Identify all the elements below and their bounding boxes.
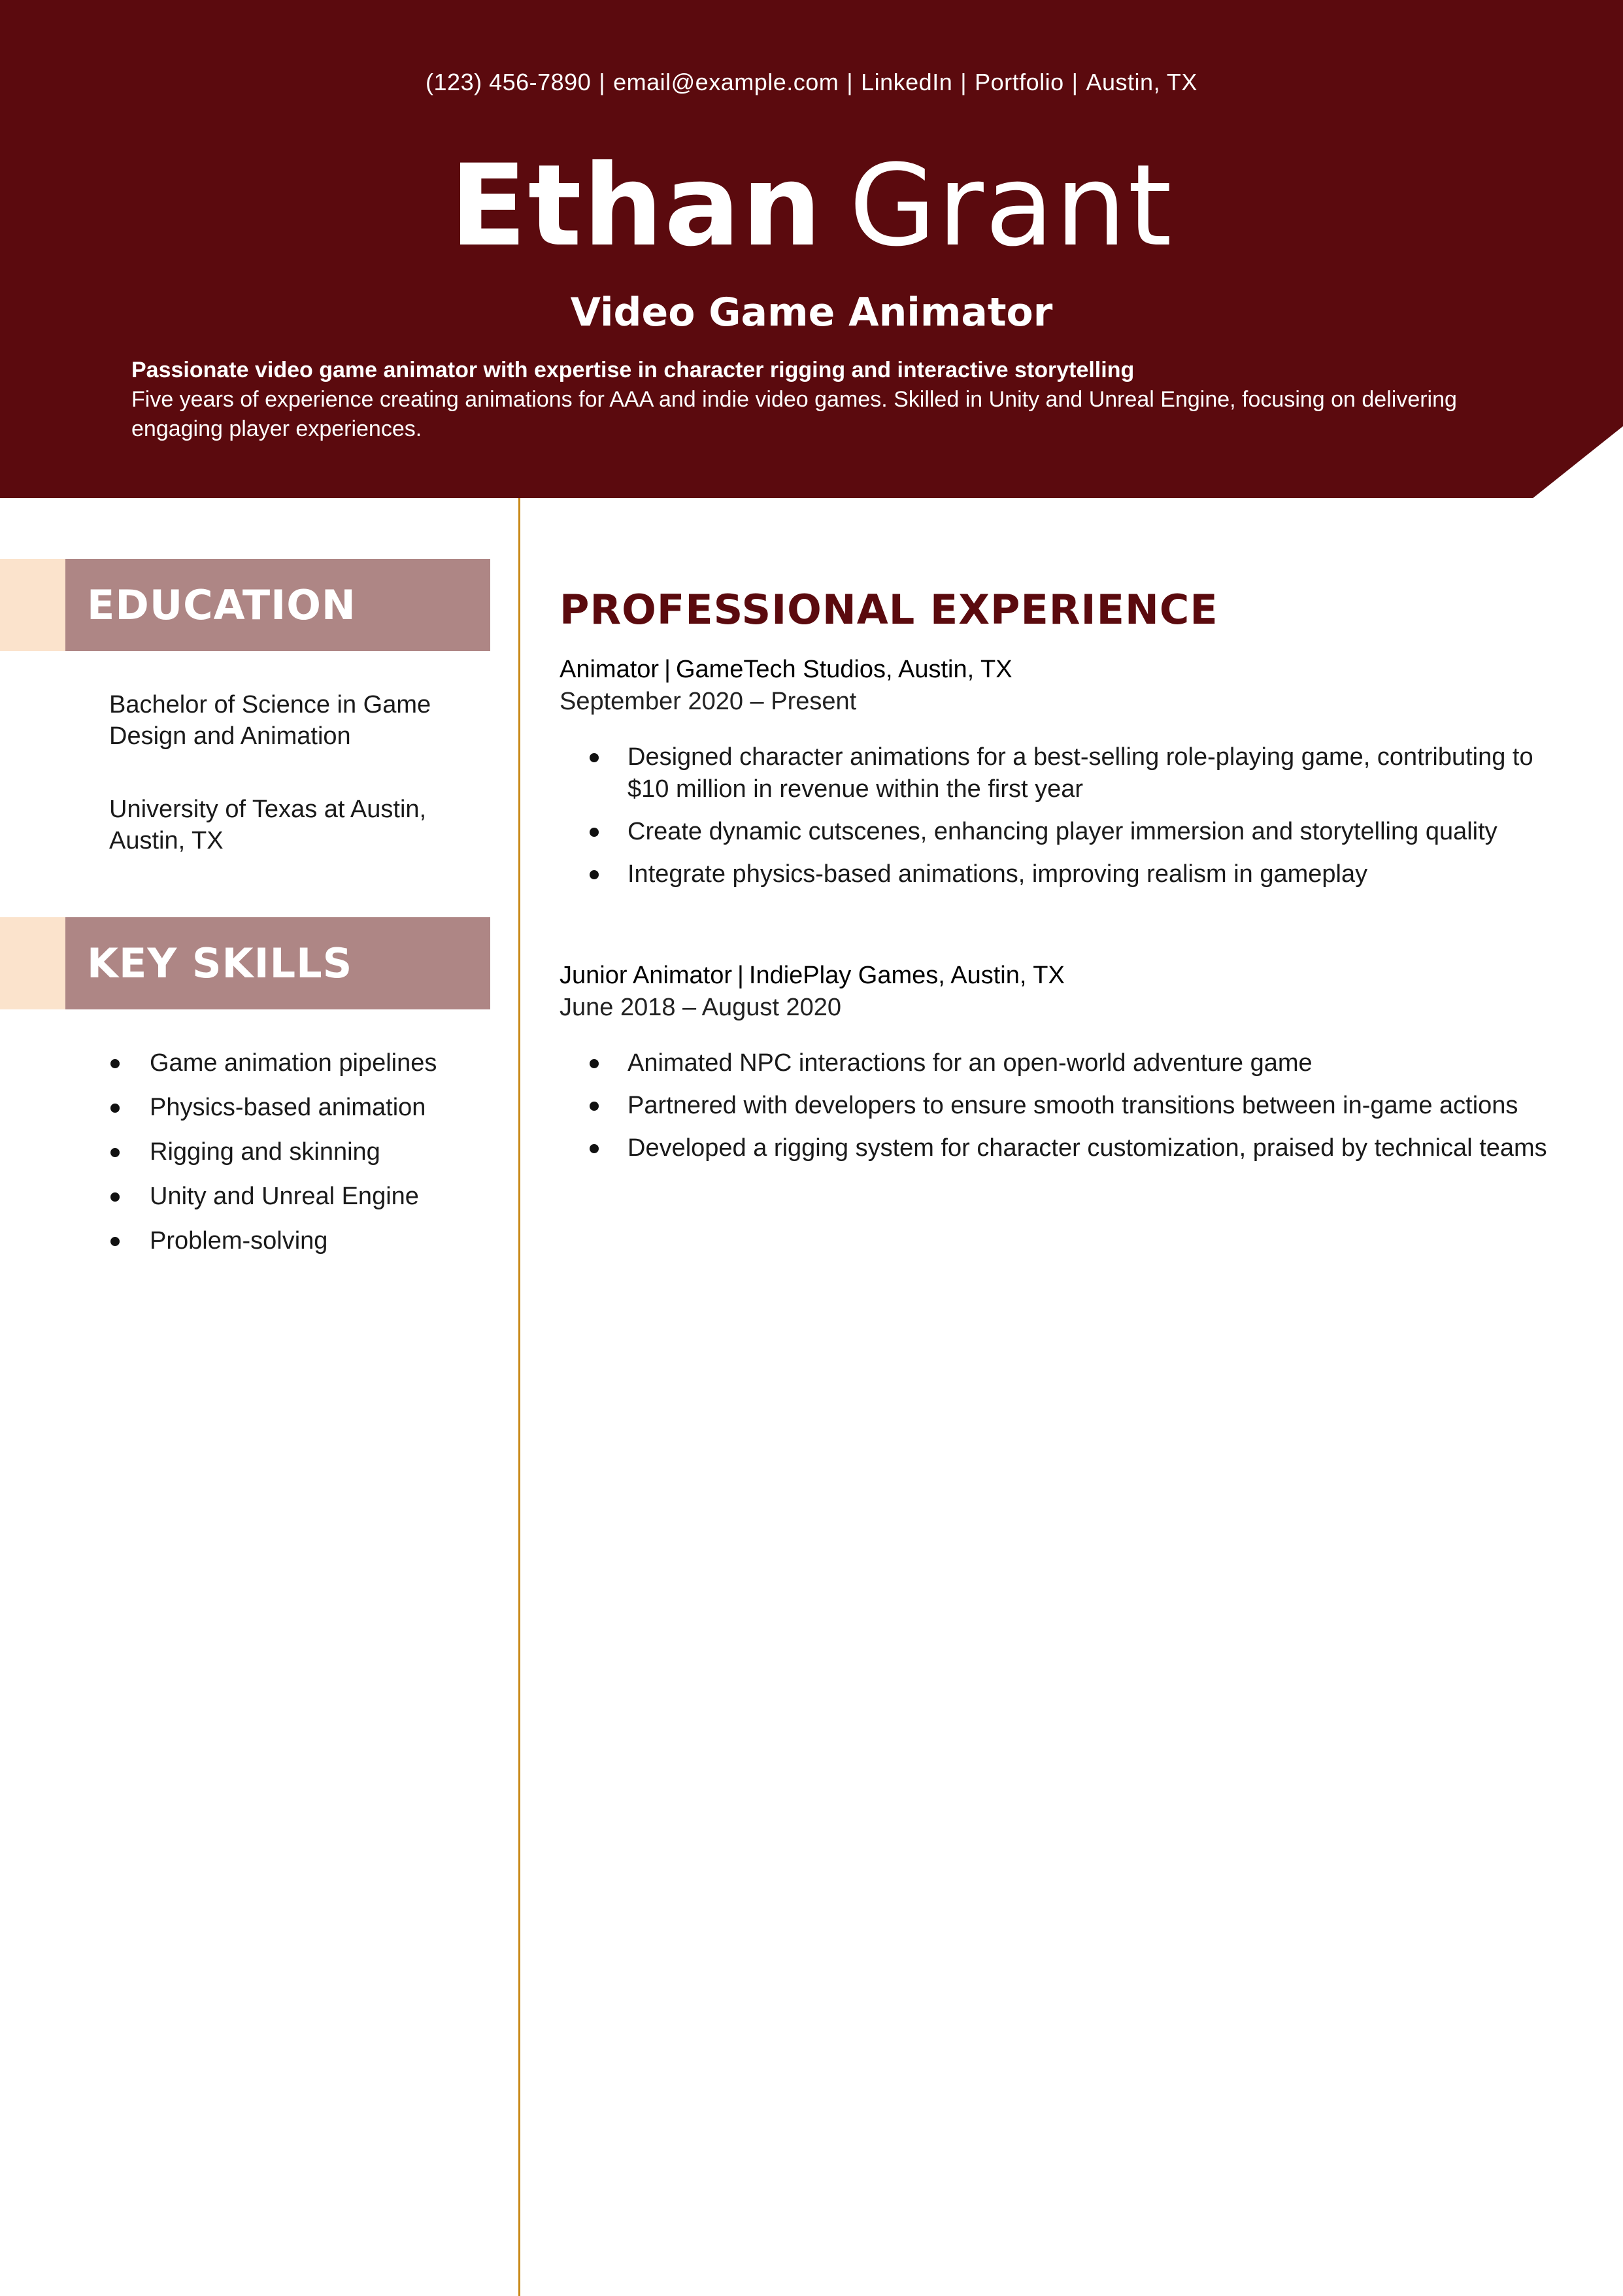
- role-separator: |: [737, 962, 744, 989]
- phone-number[interactable]: (123) 456-7890: [426, 69, 592, 95]
- contact-separator: |: [599, 69, 606, 95]
- skills-section-header: [0, 917, 490, 1009]
- job-bullet: Designed character animations for a best-selling role-playing game, contributing to $10 million in revenue within the first year: [560, 741, 1579, 805]
- education-heading: EDUCATION: [87, 581, 356, 629]
- contact-line: [0, 67, 1623, 98]
- section-accent: [0, 559, 65, 651]
- education-school: University of Texas at Austin, Austin, TX: [109, 796, 427, 854]
- candidate-name: [0, 137, 1623, 275]
- job-company: IndiePlay Games, Austin, TX: [748, 962, 1065, 989]
- skills-heading: KEY SKILLS: [87, 939, 353, 987]
- job-role: Junior Animator: [560, 962, 733, 989]
- job-dates: September 2020 – Present: [560, 688, 857, 715]
- job-bullet: Developed a rigging system for character customization, praised by technical teams: [560, 1132, 1579, 1164]
- linkedin-link[interactable]: LinkedIn: [861, 69, 953, 95]
- job-bullet: Integrate physics-based animations, improving realism in gameplay: [560, 858, 1579, 890]
- email-link[interactable]: email@example.com: [613, 69, 839, 95]
- location-text: Austin, TX: [1086, 69, 1197, 95]
- job-bullet: Create dynamic cutscenes, enhancing player immersion and storytelling quality: [560, 816, 1579, 848]
- contact-separator: |: [960, 69, 967, 95]
- skill-item: Game animation pipelines: [109, 1047, 488, 1079]
- summary-text: Five years of experience creating animations for AAA and indie video games. Skilled in Unity and Unreal Engine, focusing on delivering engaging player experiences.: [131, 387, 1457, 441]
- job-entry: [560, 654, 1579, 901]
- contact-separator: |: [846, 69, 854, 95]
- contact-separator: |: [1071, 69, 1079, 95]
- column-divider: [518, 498, 520, 2296]
- portfolio-link[interactable]: Portfolio: [975, 69, 1064, 95]
- summary-tagline: Passionate video game animator with expertise in character rigging and interactive storytelling: [131, 358, 1135, 382]
- job-role-line: [560, 654, 1579, 686]
- skill-item: Unity and Unreal Engine: [109, 1181, 488, 1212]
- skill-item: Rigging and skinning: [109, 1136, 488, 1168]
- job-bullet: Animated NPC interactions for an open-world adventure game: [560, 1047, 1579, 1079]
- role-separator: |: [664, 656, 671, 683]
- last-name: Grant: [848, 140, 1173, 271]
- profile-summary: [131, 356, 1511, 444]
- job-role: Animator: [560, 656, 660, 683]
- job-role-line: [560, 960, 1579, 992]
- job-company: GameTech Studios, Austin, TX: [675, 656, 1012, 683]
- job-title: Video Game Animator: [570, 290, 1053, 335]
- job-dates: June 2018 – August 2020: [560, 994, 842, 1021]
- section-accent: [0, 917, 65, 1009]
- skills-list: [109, 1047, 488, 1270]
- first-name: Ethan: [450, 140, 823, 271]
- job-bullets: [560, 741, 1579, 890]
- job-bullets: [560, 1047, 1579, 1164]
- experience-heading: PROFESSIONAL EXPERIENCE: [560, 586, 1218, 633]
- skill-item: Physics-based animation: [109, 1092, 488, 1123]
- job-entry: [560, 960, 1579, 1175]
- education-section-header: [0, 559, 490, 651]
- skill-item: Problem-solving: [109, 1225, 488, 1257]
- job-bullet: Partnered with developers to ensure smooth transitions between in-game actions: [560, 1090, 1579, 1122]
- education-degree: Bachelor of Science in Game Design and Animation: [109, 691, 431, 750]
